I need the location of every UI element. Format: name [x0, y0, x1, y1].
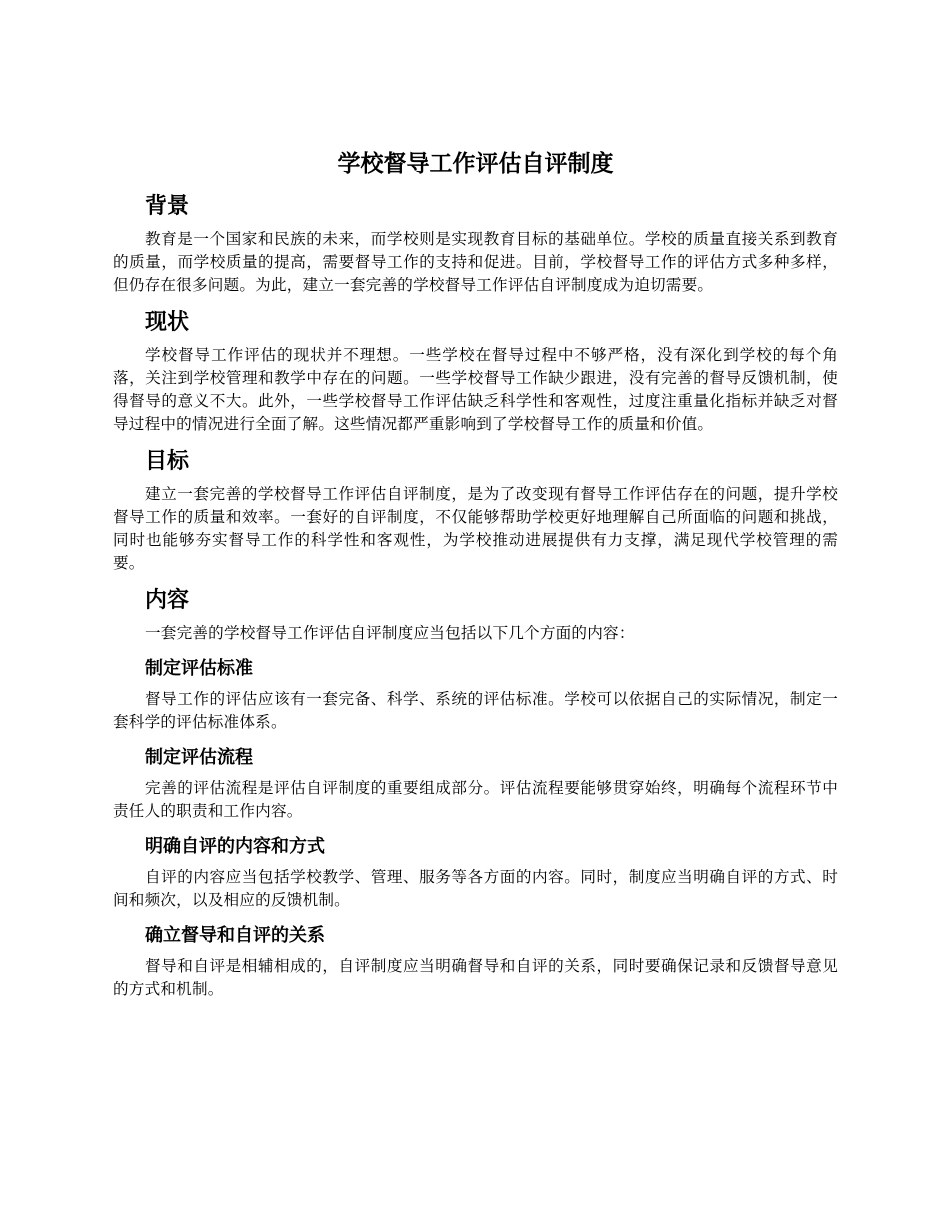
section-paragraph-status: 学校督导工作评估的现状并不理想。一些学校在督导过程中不够严格，没有深化到学校的每个角落，关注到学校管理和教学中存在的问题。一些学校督导工作缺少跟进，没有完善的督导反馈机制，使得督导的意义不大。此外，一些学校督导工作评估缺乏科学性和客观性，过度注重量化指标并缺乏对督导过程中的情况进行全面了解。这些情况都严重影响到了学校督导工作的质量和价值。 — [113, 346, 838, 433]
section-paragraph-content-intro: 一套完善的学校督导工作评估自评制度应当包括以下几个方面的内容： — [145, 624, 635, 642]
subsection-heading-relationship: 确立督导和自评的关系 — [145, 925, 325, 946]
section-heading-background: 背景 — [145, 194, 190, 219]
subsection-paragraph-self-eval-content: 自评的内容应当包括学校教学、管理、服务等各方面的内容。同时，制度应当明确自评的方式、时间和频次，以及相应的反馈机制。 — [113, 868, 838, 909]
subsection-heading-self-eval-content: 明确自评的内容和方式 — [145, 836, 325, 857]
subsection-heading-standards: 制定评估标准 — [145, 658, 253, 679]
document-title: 学校督导工作评估自评制度 — [337, 151, 614, 177]
subsection-paragraph-standards: 督导工作的评估应该有一套完备、科学、系统的评估标准。学校可以依据自己的实际情况，制定一套科学的评估标准体系。 — [113, 690, 838, 731]
subsection-paragraph-relationship: 督导和自评是相辅相成的，自评制度应当明确督导和自评的关系，同时要确保记录和反馈督导意见的方式和机制。 — [113, 957, 838, 998]
section-heading-goal: 目标 — [145, 449, 190, 474]
section-paragraph-background: 教育是一个国家和民族的未来，而学校则是实现教育目标的基础单位。学校的质量直接关系到教育的质量，而学校质量的提高，需要督导工作的支持和促进。目前，学校督导工作的评估方式多种多样，但仍存在很多问题。为此，建立一套完善的学校督导工作评估自评制度成为迫切需要。 — [113, 230, 838, 294]
section-heading-status: 现状 — [145, 310, 190, 335]
section-paragraph-goal: 建立一套完善的学校督导工作评估自评制度，是为了改变现有督导工作评估存在的问题，提升学校督导工作的质量和效率。一套好的自评制度，不仅能够帮助学校更好地理解自己所面临的问题和挑战，同时也能够夯实督导工作的科学性和客观性，为学校推动进展提供有力支撑，满足现代学校管理的需要。 — [113, 485, 838, 572]
section-heading-content: 内容 — [145, 588, 190, 613]
subsection-heading-process: 制定评估流程 — [145, 747, 253, 768]
subsection-paragraph-process: 完善的评估流程是评估自评制度的重要组成部分。评估流程要能够贯穿始终，明确每个流程环节中责任人的职责和工作内容。 — [113, 779, 838, 820]
document-page — [113, 148, 838, 1001]
